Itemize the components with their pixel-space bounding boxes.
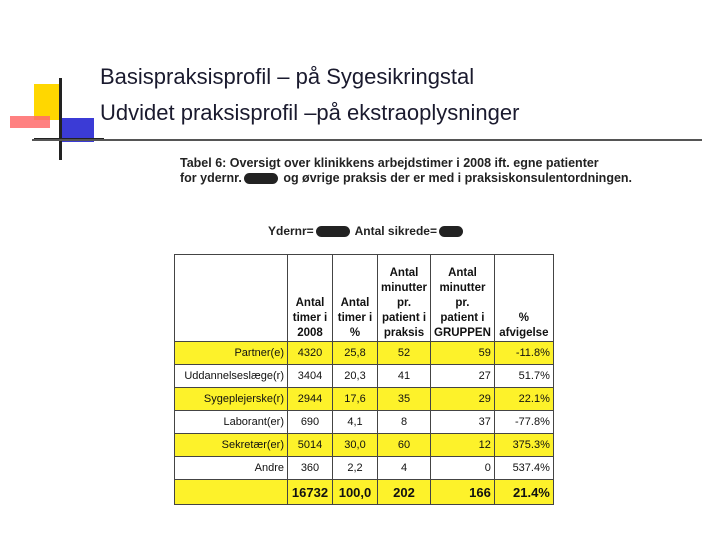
- title-divider: [32, 139, 702, 141]
- redaction-mark: [439, 226, 463, 237]
- cell-afvigelse: -11.8%: [494, 342, 553, 365]
- slide-title-line-1: Basispraksisprofil – på Sygesikringstal: [100, 64, 475, 89]
- cell-timer: 5014: [288, 434, 333, 457]
- table-total-row: [175, 480, 554, 505]
- redaction-mark: [316, 226, 350, 237]
- cell-label: Sygeplejerske(r): [175, 388, 288, 411]
- cell-min-praksis: 4: [378, 457, 431, 480]
- cell-min-praksis: 41: [378, 365, 431, 388]
- cell-min-gruppen: 59: [431, 342, 495, 365]
- cell-pct: 20,3: [333, 365, 378, 388]
- table-row: [175, 411, 554, 434]
- cell-afvigelse: 375.3%: [494, 434, 553, 457]
- cell-label: Laborant(er): [175, 411, 288, 434]
- cell-timer: 360: [288, 457, 333, 480]
- total-afvigelse: 21.4%: [494, 480, 553, 505]
- cell-afvigelse: 537.4%: [494, 457, 553, 480]
- table-row: [175, 365, 554, 388]
- slide-logo-decoration: [0, 0, 110, 170]
- header-cell: Antal minutter pr. patient i GRUPPEN: [431, 255, 495, 342]
- cell-min-gruppen: 37: [431, 411, 495, 434]
- meta-sikrede: Antal sikrede=: [354, 224, 437, 238]
- cell-label: Uddannelseslæge(r): [175, 365, 288, 388]
- header-cell: Antal timer i %: [333, 255, 378, 342]
- caption-line-2b: og øvrige praksis der er med i praksiskonsulentordningen.: [283, 171, 633, 185]
- cell-afvigelse: 51.7%: [494, 365, 553, 388]
- cell-timer: 3404: [288, 365, 333, 388]
- table-meta: [268, 224, 465, 238]
- table-header-row: [175, 255, 554, 342]
- cell-timer: 4320: [288, 342, 333, 365]
- caption-line-2a: for ydernr.: [180, 171, 242, 185]
- total-min-gruppen: 166: [431, 480, 495, 505]
- cell-min-praksis: 8: [378, 411, 431, 434]
- cell-min-praksis: 60: [378, 434, 431, 457]
- cell-pct: 17,6: [333, 388, 378, 411]
- redaction-mark: [244, 173, 278, 184]
- caption-line-1: Tabel 6: Oversigt over klinikkens arbejdstimer i 2008 ift. egne patienter: [180, 156, 599, 170]
- cell-min-gruppen: 0: [431, 457, 495, 480]
- total-timer: 16732: [288, 480, 333, 505]
- cell-pct: 4,1: [333, 411, 378, 434]
- header-cell: [175, 255, 288, 342]
- cell-label: Partner(e): [175, 342, 288, 365]
- cell-min-gruppen: 29: [431, 388, 495, 411]
- cell-timer: 2944: [288, 388, 333, 411]
- header-cell: Antal timer i 2008: [288, 255, 333, 342]
- table-row: [175, 434, 554, 457]
- total-pct: 100,0: [333, 480, 378, 505]
- total-label: [175, 480, 288, 505]
- cell-min-gruppen: 12: [431, 434, 495, 457]
- cell-min-praksis: 35: [378, 388, 431, 411]
- table-row: [175, 388, 554, 411]
- cell-timer: 690: [288, 411, 333, 434]
- staff-hours-table: [174, 254, 554, 505]
- meta-ydernr: Ydernr=: [268, 224, 314, 238]
- cell-pct: 30,0: [333, 434, 378, 457]
- header-cell: Antal minutter pr. patient i praksis: [378, 255, 431, 342]
- cell-afvigelse: 22.1%: [494, 388, 553, 411]
- table-caption: [180, 156, 632, 186]
- cell-label: Andre: [175, 457, 288, 480]
- table-row: [175, 457, 554, 480]
- cell-pct: 25,8: [333, 342, 378, 365]
- cell-pct: 2,2: [333, 457, 378, 480]
- table-row: [175, 342, 554, 365]
- cell-label: Sekretær(er): [175, 434, 288, 457]
- total-min-praksis: 202: [378, 480, 431, 505]
- slide-title-line-2: Udvidet praksisprofil –på ekstraoplysninger: [100, 100, 520, 125]
- cell-afvigelse: -77.8%: [494, 411, 553, 434]
- cell-min-praksis: 52: [378, 342, 431, 365]
- scanned-document: [172, 150, 652, 530]
- header-cell: % afvigelse: [494, 255, 553, 342]
- cell-min-gruppen: 27: [431, 365, 495, 388]
